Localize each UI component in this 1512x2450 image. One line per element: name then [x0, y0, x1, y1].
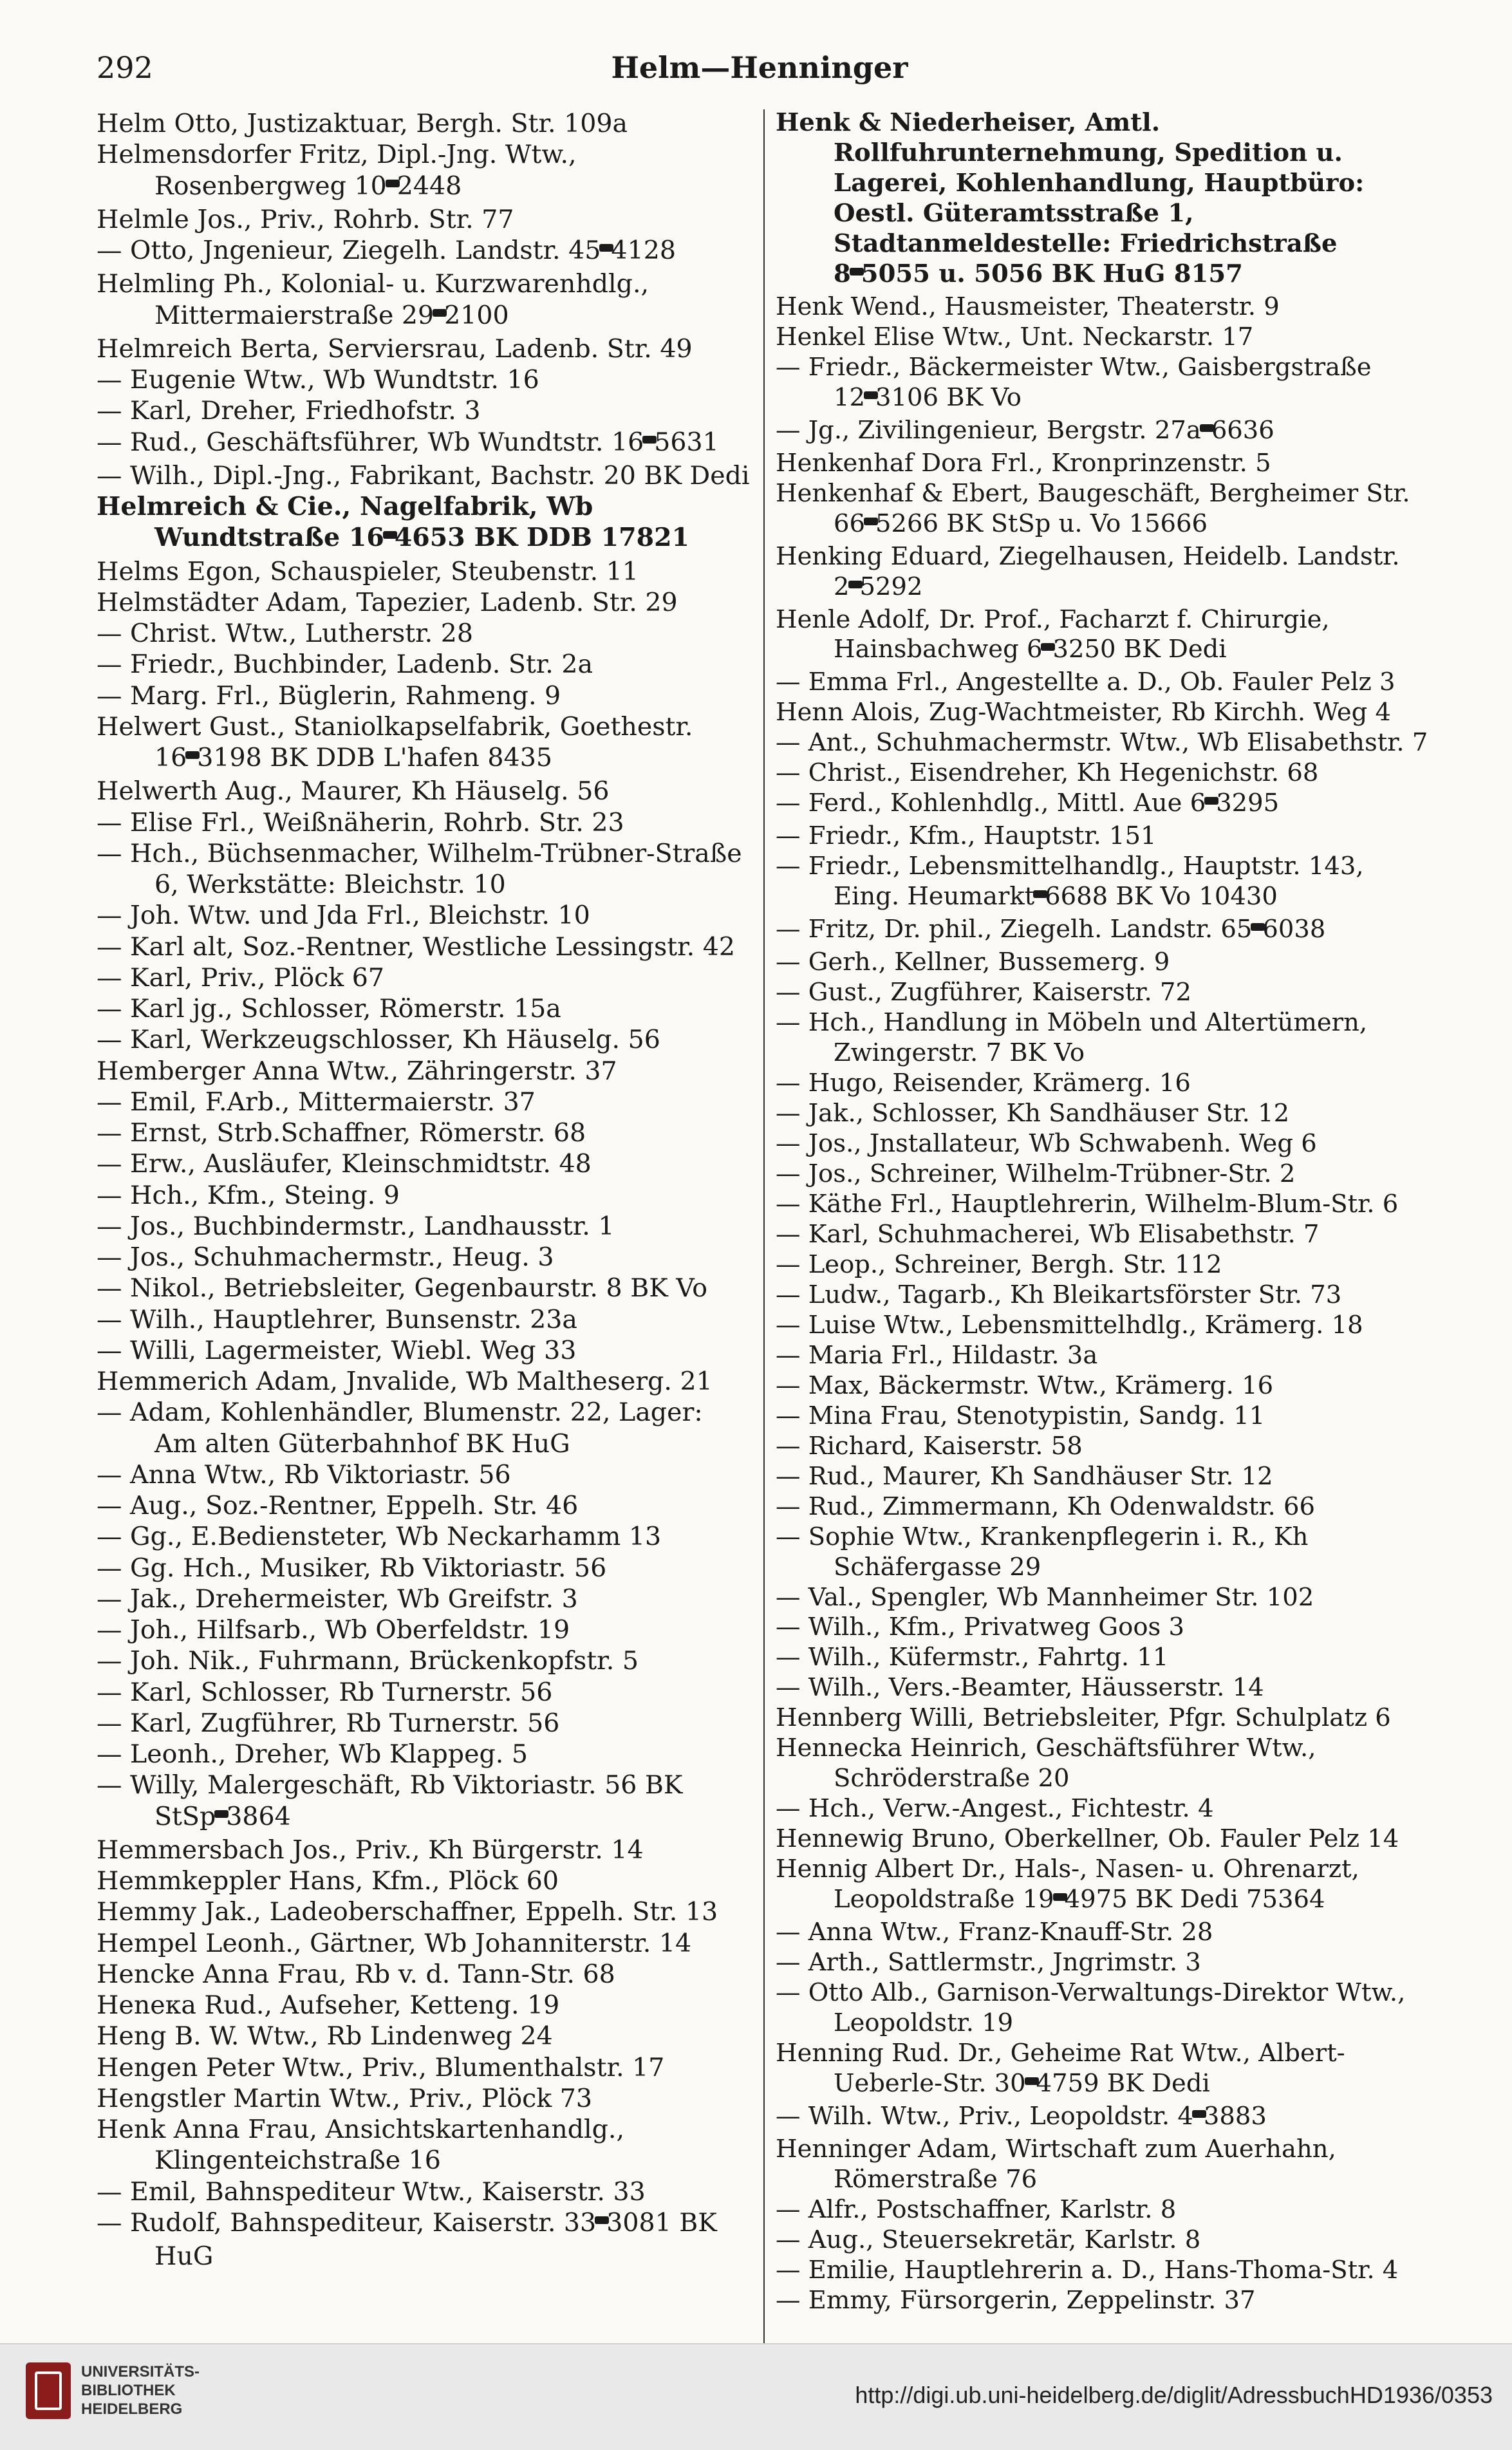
entry-text: Helmling Ph., Kolonial- u. Kurzwarenhdlg., Mittermaierstraße 29	[97, 269, 649, 330]
directory-entry	[97, 1990, 753, 2021]
directory-entry	[97, 1087, 753, 1117]
directory-entry	[97, 1242, 753, 1273]
directory-entry	[97, 1896, 753, 1927]
entry-text: — Friedr., Lebensmittelhandlg., Hauptstr. 143, Eing. Heumarkt	[776, 852, 1364, 912]
directory-entry	[97, 838, 753, 901]
directory-entry	[97, 364, 753, 395]
entry-text: — Hugo, Reisender, Krämerg. 16	[776, 1069, 1191, 1098]
directory-entry	[776, 915, 1432, 948]
directory-entry	[776, 353, 1432, 416]
entry-text: — Wilh., Hauptlehrer, Bunsenstr. 23a	[97, 1304, 577, 1334]
entry-text: Hennewig Bruno, Oberkellner, Ob. Fauler Pelz 14	[776, 1824, 1399, 1854]
entry-text: — Karl jg., Schlosser, Römerstr. 15a	[97, 994, 561, 1024]
entry-text: — Jos., Schuhmachermstr., Heug. 3	[97, 1242, 554, 1272]
entry-text: Hemberger Anna Wtw., Zähringerstr. 37	[97, 1056, 617, 1086]
directory-entry	[97, 1677, 753, 1708]
page-header	[97, 50, 1423, 95]
directory-entry	[97, 1835, 753, 1866]
directory-entry	[97, 1553, 753, 1584]
directory-entry	[776, 479, 1432, 542]
entry-text: — Gust., Zugführer, Kaiserstr. 72	[776, 978, 1191, 1007]
directory-entry	[776, 2256, 1432, 2286]
directory-entry	[776, 2039, 1432, 2102]
entry-text: Henle Adolf, Dr. Prof., Facharzt f. Chirurgie, Hainsbachweg 6	[776, 604, 1330, 664]
directory-entry	[776, 449, 1432, 479]
entry-text: — Joh. Nik., Fuhrmann, Brückenkopfstr. 5	[97, 1646, 639, 1676]
entry-text: — Christ., Eisendreher, Kh Hegenichstr. 68	[776, 758, 1319, 788]
directory-entry	[97, 395, 753, 426]
directory-entry	[776, 1159, 1432, 1190]
directory-entry	[776, 1643, 1432, 1673]
directory-entry	[97, 1459, 753, 1490]
entry-text: — Ludw., Tagarb., Kh Bleikartsförster Str. 73	[776, 1280, 1342, 1309]
directory-entry	[776, 2286, 1432, 2316]
entry-text: — Anna Wtw., Rb Viktoriastr. 56	[97, 1459, 511, 1490]
directory-entry	[776, 1008, 1432, 1069]
entry-text: Hemmy Jak., Ladeoberschaffner, Eppelh. Str. 13	[97, 1897, 718, 1927]
entry-text: — Karl, Schlosser, Rb Turnerstr. 56	[97, 1677, 553, 1707]
entry-text: Hennecka Heinrich, Geschäftsführer Wtw., Schröderstraße 20	[776, 1734, 1316, 1793]
entry-text: Henkel Elise Wtw., Unt. Neckarstr. 17	[776, 322, 1254, 351]
directory-entry	[97, 491, 753, 556]
phone-number: 6636	[1211, 415, 1274, 445]
directory-entry	[776, 1280, 1432, 1311]
directory-entry	[776, 2225, 1432, 2256]
entry-text: — Ferd., Kohlenhdlg., Mittl. Aue 6	[776, 789, 1206, 818]
entry-text: — Jos., Jnstallateur, Wb Schwabenh. Weg 6	[776, 1128, 1317, 1158]
phone-number: 4128	[611, 236, 676, 265]
entry-text: — Friedr., Buchbinder, Ladenb. Str. 2a	[97, 650, 593, 680]
directory-entry	[97, 1708, 753, 1739]
directory-entry	[776, 1190, 1432, 1220]
entry-text: — Gg. Hch., Musiker, Rb Viktoriastr. 56	[97, 1553, 607, 1583]
entry-text: — Leop., Schreiner, Bergh. Str. 112	[776, 1249, 1222, 1279]
entry-text: Helmreich & Cie., Nagelfabrik, Wb Wundtstraße 16	[97, 492, 593, 553]
entry-text: — Max, Bäckermstr. Wtw., Krämerg. 16	[776, 1370, 1274, 1400]
directory-entry	[97, 993, 753, 1024]
directory-entry	[776, 108, 1432, 292]
entry-text: Henk Wend., Hausmeister, Theaterstr. 9	[776, 292, 1280, 321]
directory-entry	[97, 427, 753, 460]
directory-entry	[97, 587, 753, 618]
entry-text: Henk Anna Frau, Ansichtskartenhandlg., Klingenteichstraße 16	[97, 2115, 625, 2176]
directory-entry	[776, 1734, 1432, 1794]
entry-text: — Gg., E.Bediensteter, Wb Neckarhamm 13	[97, 1522, 662, 1552]
entry-text: Helwert Gust., Staniolkapselfabrik, Goethestr. 16	[97, 711, 693, 772]
library-name	[81, 2362, 200, 2418]
directory-entry	[97, 2021, 753, 2052]
directory-entry	[97, 1397, 753, 1459]
entry-text: Helwerth Aug., Maurer, Kh Häuselg. 56	[97, 776, 610, 807]
directory-entry	[776, 948, 1432, 978]
directory-entry	[776, 1855, 1432, 1918]
entry-text: Henn Alois, Zug-Wachtmeister, Rb Kirchh. Weg 4	[776, 698, 1391, 727]
directory-entry	[776, 728, 1432, 758]
directory-entry	[776, 978, 1432, 1008]
entry-text: Helmensdorfer Fritz, Dipl.-Jng. Wtw., Rosenbergweg 10	[97, 140, 577, 201]
entry-text: — Karl, Dreher, Friedhofstr. 3	[97, 396, 481, 426]
entry-text: — Jak., Schlosser, Kh Sandhäuser Str. 12	[776, 1099, 1290, 1128]
entry-text: — Hch., Büchsenmacher, Wilhelm-Trübner-Straße 6, Werkstätte: Bleichstr. 10	[97, 838, 742, 899]
entry-text: — Mina Frau, Stenotypistin, Sandg. 11	[776, 1401, 1265, 1430]
directory-entry	[776, 1918, 1432, 1948]
phone-number: 3295	[1216, 789, 1280, 818]
phone-number: 6688 BK Vo 10430	[1045, 882, 1278, 912]
directory-entry	[776, 605, 1432, 668]
entry-text: — Maria Frl., Hildastr. 3a	[776, 1340, 1098, 1370]
column-divider	[763, 109, 765, 2356]
directory-entry	[97, 204, 753, 235]
directory-entry	[776, 1583, 1432, 1613]
directory-entry	[97, 1770, 753, 1835]
entry-text: — Nikol., Betriebsleiter, Gegenbaurstr. 8 BK Vo	[97, 1273, 707, 1304]
entry-text: — Erw., Ausläufer, Kleinschmidtstr. 48	[97, 1149, 592, 1179]
entry-text: — Leonh., Dreher, Wb Klappeg. 5	[97, 1739, 528, 1769]
entry-text: — Otto, Jngenieur, Ziegelh. Landstr. 45	[97, 236, 601, 265]
entry-text: Hengen Peter Wtw., Priv., Blumenthalstr. 17	[97, 2052, 665, 2082]
phone-number: 3106 BK Vo	[875, 382, 1022, 412]
directory-entry	[97, 1056, 753, 1087]
directory-entry	[97, 556, 753, 587]
directory-entry	[776, 2102, 1432, 2135]
directory-entry	[776, 292, 1432, 323]
entry-text: — Emmy, Fürsorgerin, Zeppelinstr. 37	[776, 2285, 1256, 2315]
phone-number: 6038	[1262, 915, 1326, 944]
directory-entry	[97, 1304, 753, 1335]
directory-entry	[776, 416, 1432, 449]
entry-text: — Joh. Wtw. und Jda Frl., Bleichstr. 10	[97, 901, 590, 931]
entry-text: Hemmerich Adam, Jnvalide, Wb Maltheserg. 21	[97, 1367, 713, 1396]
entry-text: — Willy, Malergeschäft, Rb Viktoriastr. 56 BK StSp	[97, 1770, 683, 1831]
directory-entry	[97, 962, 753, 993]
directory-entry	[776, 758, 1432, 789]
entry-text: — Marg. Frl., Büglerin, Rahmeng. 9	[97, 680, 561, 711]
directory-entry	[97, 1959, 753, 1990]
entry-text: — Friedr., Kfm., Hauptstr. 151	[776, 821, 1157, 851]
directory-entry	[97, 235, 753, 268]
entry-text: — Karl alt, Soz.-Rentner, Westliche Lessingstr. 42	[97, 931, 736, 962]
directory-entry	[97, 1148, 753, 1179]
entry-text: — Anna Wtw., Franz-Knauff-Str. 28	[776, 1918, 1213, 1947]
source-url[interactable]: http://digi.ub.uni-heidelberg.de/diglit/AdressbuchHD1936/0353	[855, 2382, 1493, 2408]
directory-entry	[776, 789, 1432, 821]
entry-text: — Rud., Zimmermann, Kh Odenwaldstr. 66	[776, 1492, 1315, 1521]
directory-entry	[776, 1492, 1432, 1522]
directory-entry	[97, 2114, 753, 2176]
directory-entry	[97, 776, 753, 807]
phone-number: 5292	[859, 572, 923, 601]
directory-entry	[97, 618, 753, 649]
entry-text: — Emil, Bahnspediteur Wtw., Kaiserstr. 33	[97, 2176, 646, 2207]
entry-text: — Rud., Maurer, Kh Sandhäuser Str. 12	[776, 1461, 1273, 1491]
entry-text: Hemmkeppler Hans, Kfm., Plöck 60	[97, 1866, 559, 1896]
entry-text: Henkenhaf & Ebert, Baugeschäft, Bergheimer Str. 66	[776, 478, 1410, 538]
entry-text: Henk & Niederheiser, Amtl. Rollfuhrunternehmung, Spedition u. Lagerei, Kohlenhandlung, Hauptbüro: Oestl. Güteramtsstraße 1, Stadtanmeldestelle: Friedrichstraße 8	[776, 108, 1365, 288]
directory-entry	[776, 1978, 1432, 2039]
entry-text: — Karl, Priv., Plöck 67	[97, 962, 384, 993]
entry-text: — Otto Alb., Garnison-Verwaltungs-Direktor Wtw., Leopoldstr. 19	[776, 1978, 1406, 2038]
entry-text: Henека Rud., Aufseher, Ketteng. 19	[97, 1990, 560, 2020]
entry-text: — Emilie, Hauptlehrerin a. D., Hans-Thoma-Str. 4	[776, 2255, 1399, 2285]
entry-text: Helms Egon, Schauspieler, Steubenstr. 11	[97, 556, 639, 586]
directory-entry	[97, 1024, 753, 1055]
entry-text: — Hch., Handlung in Möbeln und Altertümern, Zwingerstr. 7 BK Vo	[776, 1008, 1368, 1068]
phone-number: 3864	[226, 1801, 291, 1831]
phone-number: 3081 BK HuG	[154, 2207, 717, 2271]
entry-text: — Jg., Zivilingenieur, Bergstr. 27a	[776, 415, 1201, 445]
directory-entry	[776, 542, 1432, 605]
entry-text: — Eugenie Wtw., Wb Wundtstr. 16	[97, 365, 539, 395]
directory-entry	[776, 1432, 1432, 1462]
entry-text: Helmle Jos., Priv., Rohrb. Str. 77	[97, 204, 514, 234]
page-title: Helm—Henninger	[611, 50, 908, 85]
entry-text: — Hch., Verw.-Angest., Fichtestr. 4	[776, 1794, 1214, 1824]
entry-text: — Luise Wtw., Lebensmittelhdlg., Krämerg. 18	[776, 1310, 1363, 1340]
directory-entry	[97, 108, 753, 139]
entry-text: — Karl, Schuhmacherei, Wb Elisabethstr. 7	[776, 1219, 1320, 1249]
entry-text: — Wilh. Wtw., Priv., Leopoldstr. 4	[776, 2101, 1193, 2131]
entry-text: — Ernst, Strb.Schaffner, Römerstr. 68	[97, 1118, 586, 1148]
entry-text: — Adam, Kohlenhändler, Blumenstr. 22, Lager: Am alten Güterbahnhof BK HuG	[97, 1398, 703, 1459]
entry-text: Hennig Albert Dr., Hals-, Nasen- u. Ohrenarzt, Leopoldstraße 19	[776, 1855, 1359, 1914]
directory-entry	[97, 1739, 753, 1770]
directory-entry	[776, 1220, 1432, 1250]
entry-text: — Wilh., Vers.-Beamter, Häusserstr. 14	[776, 1673, 1264, 1703]
directory-entry	[776, 1129, 1432, 1159]
directory-entry	[776, 1250, 1432, 1280]
entry-text: — Wilh., Kfm., Privatweg Goos 3	[776, 1613, 1185, 1642]
directory-entry	[776, 1613, 1432, 1643]
directory-entry	[776, 1341, 1432, 1371]
entry-text: — Aug., Steuersekretär, Karlstr. 8	[776, 2225, 1201, 2254]
directory-entry	[776, 1948, 1432, 1978]
directory-entry	[97, 333, 753, 364]
phone-number: 4759 BK Dedi	[1036, 2069, 1210, 2098]
directory-entry	[97, 649, 753, 680]
entry-text: — Elise Frl., Weißnäherin, Rohrb. Str. 23	[97, 807, 624, 837]
library-name-line: BIBLIOTHEK	[81, 2382, 176, 2399]
directory-entry	[776, 2195, 1432, 2225]
directory-entry	[776, 1311, 1432, 1341]
entry-text: Hennberg Willi, Betriebsleiter, Pfgr. Schulplatz 6	[776, 1703, 1391, 1733]
directory-entry	[97, 1117, 753, 1148]
directory-entry	[776, 1522, 1432, 1583]
entry-text: — Emil, F.Arb., Mittermaierstr. 37	[97, 1087, 536, 1117]
entry-text: — Wilh., Küfermstr., Fahrtg. 11	[776, 1643, 1169, 1672]
directory-entry	[776, 1673, 1432, 1703]
entry-text: — Willi, Lagermeister, Wiebl. Weg 33	[97, 1335, 577, 1365]
library-name-line: HEIDELBERG	[81, 2400, 183, 2418]
entry-text: — Val., Spengler, Wb Mannheimer Str. 102	[776, 1582, 1314, 1612]
directory-entry	[97, 680, 753, 711]
entry-text: Hempel Leonh., Gärtner, Wb Johanniterstr. 14	[97, 1928, 692, 1958]
entry-text: Heng B. W. Wtw., Rb Lindenweg 24	[97, 2021, 553, 2052]
directory-entry	[97, 931, 753, 962]
entry-text: — Richard, Kaiserstr. 58	[776, 1431, 1083, 1461]
library-name-line: UNIVERSITÄTS-	[81, 2363, 200, 2380]
entry-text: — Fritz, Dr. phil., Ziegelh. Landstr. 65	[776, 915, 1253, 944]
directory-entry	[97, 139, 753, 204]
directory-entry	[97, 1180, 753, 1211]
left-column	[97, 108, 753, 2272]
phone-number: 2448	[397, 171, 462, 201]
entry-text: — Joh., Hilfsarb., Wb Oberfeldstr. 19	[97, 1615, 570, 1645]
phone-number: 5266 BK StSp u. Vo 15666	[875, 509, 1208, 538]
entry-text: Hencke Anna Frau, Rb v. d. Tann-Str. 68	[97, 1959, 615, 1989]
directory-entry	[97, 1211, 753, 1242]
entry-text: Helmreich Berta, Serviersrau, Ladenb. Str. 49	[97, 333, 693, 364]
entry-text: Henninger Adam, Wirtschaft zum Auerhahn, Römerstraße 76	[776, 2134, 1336, 2194]
entry-text: Hengstler Martin Wtw., Priv., Plöck 73	[97, 2083, 593, 2113]
phone-number: 3198 BK DDB L'hafen 8435	[197, 743, 552, 772]
phone-number: 5631	[654, 427, 719, 457]
phone-number: 2100	[444, 300, 509, 330]
right-column	[776, 108, 1432, 2316]
entry-text: Hemmersbach Jos., Priv., Kh Bürgerstr. 14	[97, 1835, 644, 1865]
entry-text: — Rud., Geschäftsführer, Wb Wundtstr. 16	[97, 427, 644, 457]
directory-entry	[97, 2083, 753, 2114]
directory-entry	[97, 1521, 753, 1552]
entry-text: — Aug., Soz.-Rentner, Eppelh. Str. 46	[97, 1491, 579, 1520]
directory-entry	[776, 852, 1432, 915]
directory-entry	[97, 1335, 753, 1366]
directory-entry	[97, 1614, 753, 1645]
directory-entry	[97, 1928, 753, 1959]
directory-entry	[776, 1371, 1432, 1401]
phone-number: 4653 BK DDB 17821	[394, 523, 690, 553]
entry-text: — Jos., Buchbindermstr., Landhausstr. 1	[97, 1211, 615, 1241]
entry-text: — Karl, Zugführer, Rb Turnerstr. 56	[97, 1708, 560, 1738]
entry-text: — Wilh., Dipl.-Jng., Fabrikant, Bachstr. 20 BK Dedi	[97, 460, 750, 491]
directory-entry	[776, 1462, 1432, 1492]
entry-text: — Jos., Schreiner, Wilhelm-Trübner-Str. 2	[776, 1159, 1296, 1188]
phone-number: 3250 BK Dedi	[1052, 635, 1227, 664]
directory-entry	[776, 698, 1432, 728]
entry-text: — Jak., Drehermeister, Wb Greifstr. 3	[97, 1584, 578, 1614]
directory-entry	[776, 1401, 1432, 1432]
entry-text: Henkenhaf Dora Frl., Kronprinzenstr. 5	[776, 448, 1271, 478]
directory-entry	[97, 1366, 753, 1397]
entry-text: Henking Eduard, Ziegelhausen, Heidelb. Landstr. 2	[776, 541, 1400, 601]
directory-entry	[97, 460, 753, 491]
entry-text: — Karl, Werkzeugschlosser, Kh Häuselg. 56	[97, 1025, 660, 1055]
entry-text: — Ant., Schuhmachermstr. Wtw., Wb Elisabethstr. 7	[776, 728, 1428, 758]
entry-text: — Hch., Kfm., Steing. 9	[97, 1180, 400, 1210]
directory-entry	[97, 2176, 753, 2207]
directory-entry	[97, 1584, 753, 1614]
phone-number: 3883	[1203, 2101, 1267, 2131]
entry-text: — Sophie Wtw., Krankenpflegerin i. R., Kh Schäfergasse 29	[776, 1522, 1309, 1582]
directory-entry	[97, 807, 753, 838]
directory-entry	[776, 2135, 1432, 2195]
entry-text: — Käthe Frl., Hauptlehrerin, Wilhelm-Blum-Str. 6	[776, 1189, 1399, 1219]
directory-entry	[776, 1794, 1432, 1824]
entry-text: — Arth., Sattlermstr., Jngrimstr. 3	[776, 1948, 1201, 1978]
entry-text: Helm Otto, Justizaktuar, Bergh. Str. 109a	[97, 109, 628, 138]
directory-entry	[97, 1490, 753, 1521]
directory-entry	[97, 2207, 753, 2272]
directory-entry	[776, 1069, 1432, 1099]
page-number: 292	[97, 50, 153, 85]
directory-entry	[776, 821, 1432, 852]
entry-text: — Emma Frl., Angestellte a. D., Ob. Fauler Pelz 3	[776, 668, 1395, 697]
directory-entry	[97, 1645, 753, 1676]
directory-entry	[776, 668, 1432, 698]
directory-entry	[97, 900, 753, 931]
library-logo-icon	[26, 2362, 71, 2419]
entry-text: — Friedr., Bäckermeister Wtw., Gaisbergstraße 12	[776, 352, 1372, 412]
directory-entry	[97, 268, 753, 333]
entry-text: Helmstädter Adam, Tapezier, Ladenb. Str. 29	[97, 587, 678, 617]
entry-text: — Gerh., Kellner, Bussemerg. 9	[776, 948, 1170, 977]
phone-number: 5055 u. 5056 BK HuG 8157	[861, 259, 1243, 288]
entry-text: — Alfr., Postschaffner, Karlstr. 8	[776, 2194, 1177, 2224]
entry-text: Henning Rud. Dr., Geheime Rat Wtw., Albert-Ueberle-Str. 30	[776, 2039, 1345, 2098]
entry-text: — Rudolf, Bahnspediteur, Kaiserstr. 33	[97, 2207, 597, 2238]
directory-entry	[776, 323, 1432, 353]
directory-entry	[97, 1866, 753, 1896]
directory-entry	[97, 1273, 753, 1304]
directory-entry	[776, 1703, 1432, 1734]
directory-entry	[776, 1824, 1432, 1855]
phone-number: 4975 BK Dedi 75364	[1064, 1885, 1325, 1914]
directory-entry	[97, 2052, 753, 2083]
directory-entry	[776, 1099, 1432, 1129]
entry-text: — Christ. Wtw., Lutherstr. 28	[97, 619, 474, 648]
directory-entry	[97, 711, 753, 776]
